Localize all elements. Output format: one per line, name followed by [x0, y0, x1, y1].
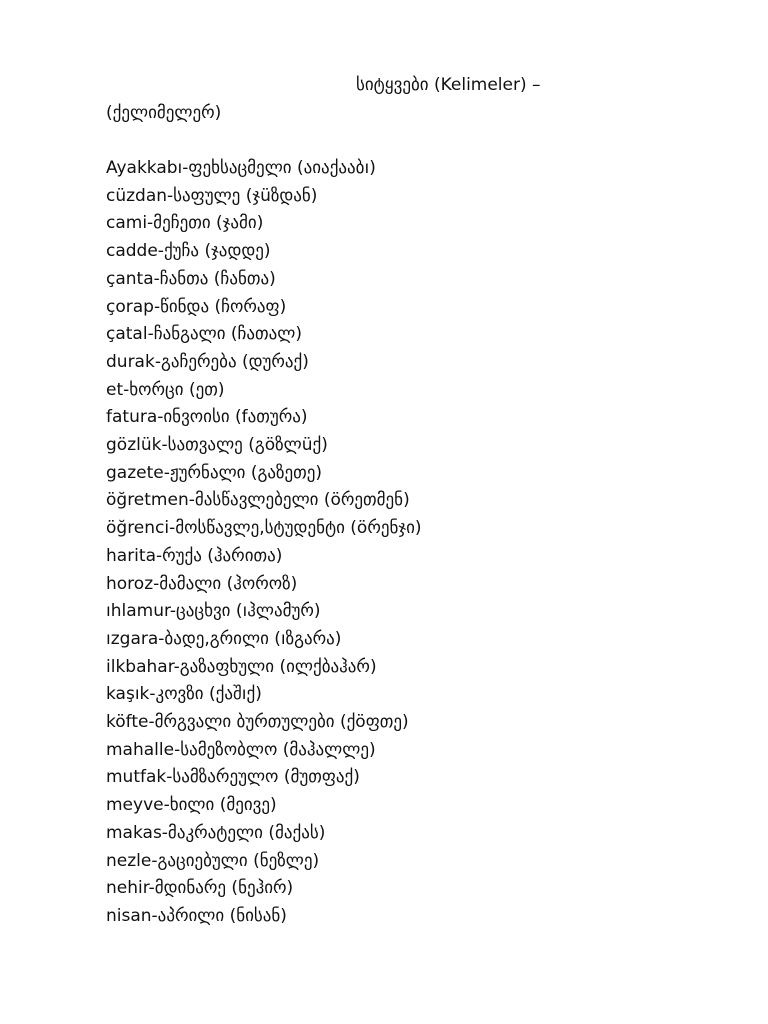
- list-item: çatal-ჩანგალი (ჩათალ): [106, 324, 303, 345]
- list-item: Ayakkabı-ფეხსაცმელი (აიაქააბı): [106, 158, 376, 178]
- list-item: makas-მაკრატელი (მაქას): [106, 822, 326, 843]
- word-list: [106, 155, 422, 931]
- list-item: gözlük-სათვალე (გöზლüქ): [106, 435, 328, 456]
- list-item: nezle-გაციებული (ნეზლე): [106, 850, 320, 871]
- list-item: meyve-ხილი (მეივე): [106, 795, 277, 816]
- list-item: ilkbahar-გაზაფხული (ილქბაჰარ): [106, 656, 377, 677]
- list-item: nisan-აპრილი (ნისან): [106, 905, 287, 926]
- list-item: cadde-ქუჩა (ჯადდე): [106, 241, 271, 262]
- list-item: horoz-მამალი (ჰოროზ): [106, 573, 298, 594]
- list-item: mutfak-სამზარეულო (მუთფაქ): [106, 767, 360, 788]
- list-item: öğretmen-მასწავლებელი (öრეთმენ): [106, 490, 410, 511]
- list-item: et-ხორცი (ეთ): [106, 379, 225, 400]
- list-item: cami-მეჩეთი (ჯამი): [106, 213, 264, 234]
- list-item: çorap-წინდა (ჩორაფ): [106, 296, 287, 317]
- list-item: fatura-ინვოისი (fათურა): [106, 407, 308, 428]
- list-item: harita-რუქა (ჰარითა): [106, 545, 283, 566]
- list-item: cüzdan-საფულე (ჯüზდან): [106, 185, 318, 206]
- list-item: ızgara-ბადე,გრილი (ıზგარა): [106, 628, 342, 649]
- title-line-1: სიტყვები (Kelimeler) –: [356, 75, 541, 95]
- list-item: gazete-ჟურნალი (გაზეთე): [106, 462, 323, 483]
- list-item: durak-გაჩერება (დურაქ): [106, 351, 309, 372]
- list-item: ıhlamur-ცაცხვი (ıჰლამურ): [106, 601, 321, 622]
- list-item: nehir-მდინარე (ნეჰირ): [106, 878, 294, 899]
- list-item: mahalle-სამეზობლო (მაჰალლე): [106, 739, 376, 760]
- list-item: kaşık-კოვზი (ქაშıქ): [106, 684, 262, 705]
- list-item: köfte-მრგვალი ბურთულები (ქöფთე): [106, 712, 409, 733]
- title-line-2: (ქელიმელერ): [106, 103, 222, 123]
- list-item: öğrenci-მოსწავლე,სტუდენტი (öრენჯი): [106, 518, 422, 539]
- list-item: çanta-ჩანთა (ჩანთა): [106, 268, 276, 289]
